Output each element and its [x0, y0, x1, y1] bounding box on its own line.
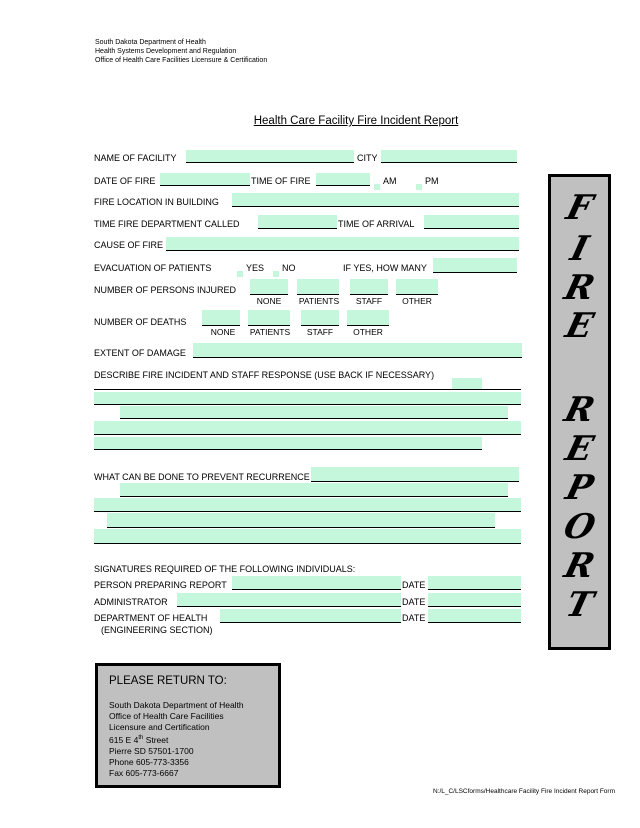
injured-staff-caption: STAFF: [355, 296, 383, 306]
date-of-fire-label: DATE OF FIRE: [94, 176, 156, 186]
return-line-7: Fax 605-773-6667: [109, 767, 179, 778]
prevent-line-4[interactable]: [107, 513, 495, 528]
extent-of-damage-field[interactable]: [193, 343, 522, 358]
prevent-line-5[interactable]: [94, 529, 521, 544]
dept-health-signature[interactable]: [220, 609, 401, 623]
date-of-fire-field[interactable]: [160, 173, 250, 186]
injured-staff-field[interactable]: [350, 279, 388, 295]
evacuation-yes-label: YES: [246, 263, 265, 273]
banner-letter-i: I: [566, 229, 593, 269]
fire-location-label: FIRE LOCATION IN BUILDING: [94, 197, 219, 207]
administrator-signature[interactable]: [177, 593, 401, 607]
describe-line-2[interactable]: [94, 392, 521, 405]
banner-letter-p: P: [561, 468, 598, 508]
if-yes-how-many-label: IF YES, HOW MANY: [343, 263, 427, 273]
describe-line-1-fill[interactable]: [452, 378, 482, 389]
banner-letter-r1: R: [560, 268, 599, 308]
injured-patients-caption: PATIENTS: [298, 296, 340, 306]
deaths-other-caption: OTHER: [353, 327, 383, 337]
city-field[interactable]: [381, 150, 517, 163]
fire-report-banner: [548, 174, 611, 650]
prevent-line-3[interactable]: [94, 498, 521, 512]
deaths-none-field[interactable]: [202, 310, 240, 326]
return-line-2: Office of Health Care Facilities: [109, 711, 224, 721]
banner-letter-f: F: [562, 188, 597, 228]
banner-letter-e2: E: [561, 429, 598, 469]
prevent-label: WHAT CAN BE DONE TO PREVENT RECURRENCE: [94, 472, 310, 482]
banner-letter-t: T: [561, 585, 598, 625]
describe-rule-1: [94, 389, 521, 390]
injured-none-field[interactable]: [250, 279, 288, 295]
prevent-line-2[interactable]: [120, 483, 508, 497]
time-of-arrival-field[interactable]: [424, 215, 519, 229]
engineering-section-label: (ENGINEERING SECTION): [101, 625, 213, 635]
deaths-patients-caption: PATIENTS: [249, 327, 291, 337]
person-preparing-signature[interactable]: [232, 576, 401, 590]
time-fd-called-field[interactable]: [258, 215, 337, 229]
describe-line-4[interactable]: [94, 421, 521, 435]
deaths-other-field[interactable]: [347, 310, 389, 326]
return-title: PLEASE RETURN TO:: [109, 675, 227, 687]
deaths-label: NUMBER OF DEATHS: [94, 317, 187, 327]
deaths-none-caption: NONE: [210, 327, 236, 337]
administrator-label: ADMINISTRATOR: [94, 597, 168, 607]
return-line-6: Phone 605-773-3356: [109, 756, 189, 767]
injured-patients-field[interactable]: [297, 279, 339, 295]
pm-label: PM: [425, 176, 439, 186]
time-fd-called-label: TIME FIRE DEPARTMENT CALLED: [94, 219, 240, 229]
evacuation-label: EVACUATION OF PATIENTS: [94, 263, 212, 273]
return-street: 615 E 4th Street: [109, 734, 169, 745]
describe-label: DESCRIBE FIRE INCIDENT AND STAFF RESPONSE (USE BACK IF NECESSARY): [94, 370, 435, 380]
footer-path: N:/L_C/LSCforms/Healthcare Facility Fire Incident Report Form: [432, 788, 615, 795]
deaths-patients-field[interactable]: [248, 310, 290, 326]
signatures-heading: SIGNATURES REQUIRED OF THE FOLLOWING INDIVIDUALS:: [94, 564, 356, 574]
dept-health-date-field[interactable]: [428, 609, 521, 623]
banner-letter-e1: E: [561, 306, 598, 346]
cause-of-fire-label: CAUSE OF FIRE: [94, 240, 164, 250]
injured-none-caption: NONE: [256, 296, 282, 306]
evacuation-yes-checkbox[interactable]: [237, 264, 243, 282]
evacuation-no-label: NO: [282, 263, 296, 273]
form-title: Health Care Facility Fire Incident Report: [253, 115, 459, 127]
administrator-date-label: DATE: [402, 597, 426, 607]
return-address: [109, 700, 244, 779]
person-preparing-date-label: DATE: [402, 580, 426, 590]
time-of-fire-field[interactable]: [316, 173, 370, 186]
administrator-date-field[interactable]: [428, 593, 521, 607]
am-label: AM: [383, 176, 397, 186]
header-line-3: Office of Health Care Facilities Licensure & Certification: [95, 57, 268, 64]
header-line-1: South Dakota Department of Health: [95, 39, 206, 46]
return-address-box: [95, 663, 281, 788]
return-line-5: Pierre SD 57501-1700: [109, 745, 194, 756]
person-preparing-label: PERSON PREPARING REPORT: [94, 580, 227, 590]
name-of-facility-field[interactable]: [186, 150, 354, 163]
dept-health-date-label: DATE: [402, 613, 426, 623]
fire-location-field[interactable]: [232, 193, 519, 207]
name-of-facility-label: NAME OF FACILITY: [94, 153, 177, 163]
person-preparing-date-field[interactable]: [428, 576, 521, 590]
deaths-staff-field[interactable]: [301, 310, 339, 326]
banner-letter-r2: R: [560, 390, 599, 430]
cause-of-fire-field[interactable]: [166, 237, 519, 251]
describe-line-5[interactable]: [94, 437, 482, 450]
injured-other-field[interactable]: [396, 279, 438, 295]
how-many-field[interactable]: [433, 258, 517, 273]
city-label: CITY: [357, 153, 378, 163]
extent-of-damage-label: EXTENT OF DAMAGE: [94, 348, 186, 358]
injured-other-caption: OTHER: [402, 296, 432, 306]
time-of-arrival-label: TIME OF ARRIVAL: [338, 219, 415, 229]
banner-letter-o: O: [559, 507, 600, 547]
deaths-staff-caption: STAFF: [306, 327, 334, 337]
return-line-3: Licensure and Certification: [109, 722, 210, 732]
agency-header: [95, 38, 267, 65]
describe-line-3[interactable]: [120, 406, 508, 419]
persons-injured-label: NUMBER OF PERSONS INJURED: [94, 285, 237, 295]
dept-health-label: DEPARTMENT OF HEALTH: [94, 613, 208, 623]
time-of-fire-label: TIME OF FIRE: [251, 176, 311, 186]
prevent-line-1[interactable]: [311, 467, 519, 482]
banner-letter-r3: R: [560, 546, 599, 586]
return-line-1: South Dakota Department of Health: [109, 700, 244, 710]
header-line-2: Health Systems Development and Regulation: [95, 48, 237, 55]
